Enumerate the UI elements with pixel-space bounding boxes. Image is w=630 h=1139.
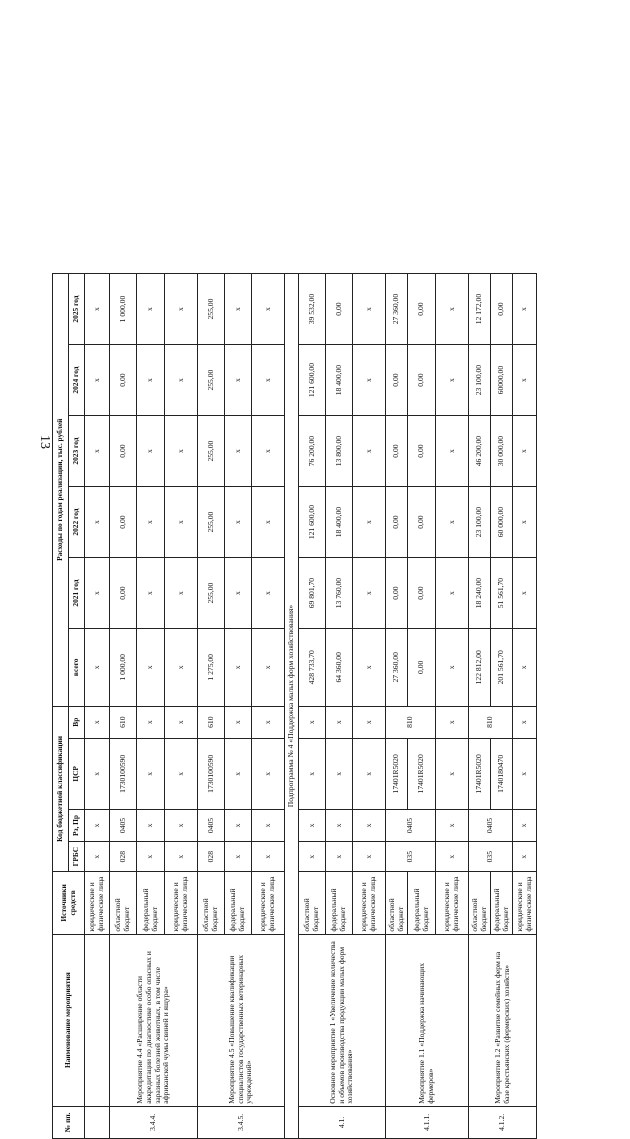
budget-table-sheet [52,273,578,1139]
budget-table [52,273,537,1139]
table-cell [85,934,110,1106]
table-cell: х [513,558,537,629]
table-row [85,274,110,1139]
table-cell: х [252,738,285,809]
table-cell: 0,00 [408,274,436,345]
table-cell: х [513,629,537,706]
table-cell: х [436,416,469,487]
table-cell: х [252,842,285,872]
table-cell: х [353,487,386,558]
table-cell: 17401R5020 [469,738,491,809]
table-cell: 428 733,70 [299,629,326,706]
table-cell: х [85,274,110,345]
table-cell: х [436,629,469,706]
table-cell: х [85,629,110,706]
table-cell: 0,00 [110,558,137,629]
table-cell: 0,00 [408,629,436,706]
table-row [386,274,408,1139]
table-row [285,274,299,1139]
table-cell: 39 532,00 [299,274,326,345]
table-cell: х [353,274,386,345]
table-cell: 810 [469,706,513,738]
header-expense-group: Расходы по годам реализации, тыс. рублей [53,274,69,707]
source-cell: юридические и физические лица [85,872,110,934]
table-cell: х [513,706,537,738]
table-cell: 0,00 [491,274,513,345]
table-cell: х [165,487,198,558]
table-row [110,274,137,1139]
table-cell: 121 600,00 [299,345,326,416]
table-cell: х [326,706,353,738]
table-cell: 810 [386,706,436,738]
measure-name: Мероприятие 1.1 «Поддержка начинающих фермеров» [386,934,469,1106]
table-cell: 1 275,00 [198,629,225,706]
table-cell: 18 240,00 [469,558,491,629]
table-cell: 17401R5020 [408,738,436,809]
table-cell: х [513,738,537,809]
row-num: 4.1.2. [469,1106,537,1138]
table-cell: х [326,738,353,809]
table-cell: х [513,416,537,487]
table-cell: х [353,345,386,416]
table-cell: х [137,416,165,487]
table-cell: 255,00 [198,416,225,487]
table-cell: х [225,416,252,487]
table-cell: х [137,487,165,558]
table-cell: х [137,842,165,872]
table-cell: 255,00 [198,274,225,345]
table-cell: х [299,842,326,872]
header-vr: Вр [69,706,85,738]
table-cell: 0405 [198,809,225,841]
source-cell: федеральный бюджет [326,872,353,934]
table-cell: х [225,809,252,841]
table-cell: 255,00 [198,345,225,416]
table-cell: х [85,809,110,841]
row-num: 4.1. [299,1106,386,1138]
table-row [469,274,491,1139]
table-cell: 51 561,70 [491,558,513,629]
table-cell: 13 760,00 [326,558,353,629]
header-name: Наименование мероприятия [53,934,85,1106]
table-cell: 0,00 [408,345,436,416]
table-cell: х [137,629,165,706]
table-cell: х [165,706,198,738]
table-cell: х [225,558,252,629]
table-cell: х [436,487,469,558]
table-cell: х [137,345,165,416]
table-cell: 30 000,00 [491,416,513,487]
subprogram-title: Подпрограмма № 4 «Поддержка малых форм хозяйствования» [285,274,299,1139]
table-cell: х [137,558,165,629]
header-2021: 2021 год [69,558,85,629]
source-cell: федеральный бюджет [408,872,436,934]
source-cell: областной бюджет [386,872,408,934]
table-cell: х [436,274,469,345]
table-cell: х [137,706,165,738]
table-cell: х [137,809,165,841]
header-num: № пп. [53,1106,85,1138]
table-cell: х [513,274,537,345]
table-cell: 122 812,00 [469,629,491,706]
table-cell: 0,00 [386,487,408,558]
table-cell: х [252,345,285,416]
table-cell: х [225,487,252,558]
table-cell: х [165,842,198,872]
source-cell: областной бюджет [198,872,225,934]
header-total: всего [69,629,85,706]
table-cell: 23 100,00 [469,345,491,416]
table-cell: 0,00 [326,274,353,345]
table-cell: 0,00 [408,558,436,629]
table-cell: 028 [110,842,137,872]
table-cell: х [513,487,537,558]
table-cell: 201 561,70 [491,629,513,706]
table-cell: х [252,416,285,487]
source-cell: областной бюджет [299,872,326,934]
table-cell: х [326,842,353,872]
table-cell: х [225,842,252,872]
header-csr: ЦСР [69,738,85,809]
source-cell: федеральный бюджет [137,872,165,934]
table-cell: х [165,416,198,487]
header-2024: 2024 год [69,345,85,416]
table-cell: х [165,809,198,841]
header-rzpr: Рз, Пр [69,809,85,841]
source-cell: юридические и физические лица [165,872,198,934]
table-cell: х [85,738,110,809]
source-cell: юридические и физические лица [252,872,285,934]
header-2025: 2025 год [69,274,85,345]
table-cell: 46 200,00 [469,416,491,487]
table-cell: 17401R5020 [386,738,408,809]
table-cell: х [225,629,252,706]
table-cell: х [252,809,285,841]
table-cell: 0,00 [408,416,436,487]
table-cell: 0,00 [408,487,436,558]
measure-name: Основное мероприятие 1 «Увеличение количества и объемов производства продукции малых форм хозяйствования» [299,934,386,1106]
header-source: Источники средств [53,872,85,934]
table-cell: 0,00 [386,345,408,416]
table-cell: 0,00 [386,416,408,487]
measure-name: Мероприятие 4.4 «Расширение области аккредитации по диагностике особо опасных и заразных болезней животных, в том числе африканской чумы свиней и ящура» [110,934,198,1106]
row-num: 3.4.5. [198,1106,285,1138]
table-cell: 12 172,00 [469,274,491,345]
table-cell: х [225,274,252,345]
table-cell: 035 [386,842,436,872]
header-grbs: ГРБС [69,842,85,872]
header-2023: 2023 год [69,416,85,487]
table-cell: х [225,345,252,416]
table-cell: х [225,706,252,738]
measure-name: Мероприятие 4.5 «Повышение квалификации специалистов государственных ветеринарных учреждений» [198,934,285,1106]
table-cell: х [353,842,386,872]
table-cell: х [85,558,110,629]
row-num: 3.4.4. [110,1106,198,1138]
table-cell: х [165,274,198,345]
table-cell: х [252,706,285,738]
table-cell: 028 [198,842,225,872]
table-cell: х [353,416,386,487]
table-cell: 0,00 [110,345,137,416]
table-cell: 64 360,00 [326,629,353,706]
table-row [299,274,326,1139]
table-cell: х [353,629,386,706]
table-cell: х [436,738,469,809]
table-cell: х [165,345,198,416]
table-cell: 27 360,00 [386,274,408,345]
header-code-group: Код бюджетной классификации [53,706,69,872]
table-cell: х [85,487,110,558]
table-cell: 0405 [110,809,137,841]
table-cell: х [353,558,386,629]
table-cell: х [85,416,110,487]
table-cell: х [326,809,353,841]
table-cell: х [299,809,326,841]
table-cell: 18 400,00 [326,345,353,416]
source-cell: федеральный бюджет [491,872,513,934]
table-cell: х [252,487,285,558]
table-cell: 0,00 [110,487,137,558]
table-cell: х [436,842,469,872]
table-cell: 0,00 [110,416,137,487]
table-cell: 255,00 [198,487,225,558]
table-cell: 255,00 [198,558,225,629]
table-cell: 76 200,00 [299,416,326,487]
source-cell: юридические и физические лица [513,872,537,934]
table-cell: х [353,738,386,809]
table-cell: 27 360,00 [386,629,408,706]
table-cell: 13 800,00 [326,416,353,487]
table-cell: 1 000,00 [110,274,137,345]
table-cell: х [252,629,285,706]
table-cell: х [513,842,537,872]
table-cell: 0405 [469,809,513,841]
table-cell: х [165,629,198,706]
table-cell: х [436,345,469,416]
table-cell: х [252,558,285,629]
source-cell: юридические и физические лица [436,872,469,934]
table-cell: 69 801,70 [299,558,326,629]
table-cell: х [436,558,469,629]
table-cell: 1 000,00 [110,629,137,706]
table-cell: х [353,706,386,738]
table-cell [85,1106,110,1138]
source-cell: областной бюджет [110,872,137,934]
row-num: 4.1.1. [386,1106,469,1138]
table-cell: х [436,809,469,841]
table-cell: 0,00 [386,558,408,629]
table-cell: 610 [198,706,225,738]
table-cell: х [85,842,110,872]
table-cell: х [513,345,537,416]
table-cell: 0405 [386,809,436,841]
table-cell: х [299,738,326,809]
table-cell: х [436,706,469,738]
table-cell: 60000,00 [491,345,513,416]
table-cell: 18 400,00 [326,487,353,558]
table-cell: х [137,738,165,809]
table-cell: х [225,738,252,809]
table-cell: х [85,706,110,738]
source-cell: областной бюджет [469,872,491,934]
table-cell: 035 [469,842,513,872]
table-cell: х [299,706,326,738]
table-row [198,274,225,1139]
table-cell: х [137,274,165,345]
source-cell: юридические и физические лица [353,872,386,934]
table-cell: х [513,809,537,841]
table-cell: 60 000,00 [491,487,513,558]
table-cell: 121 600,00 [299,487,326,558]
table-cell: х [165,738,198,809]
table-cell: х [165,558,198,629]
table-cell: 610 [110,706,137,738]
header-2022: 2022 год [69,487,85,558]
table-cell: 23 100,00 [469,487,491,558]
table-cell: х [252,274,285,345]
table-cell: х [353,809,386,841]
measure-name: Мероприятие 1.2 «Развитие семейных ферм на базе крестьянских (фермерских) хозяйств» [469,934,537,1106]
table-cell: 1740180470 [491,738,513,809]
table-cell: 1730100590 [198,738,225,809]
table-cell: х [85,345,110,416]
source-cell: федеральный бюджет [225,872,252,934]
table-cell: 1730100590 [110,738,137,809]
page-number: 13 [37,435,52,449]
